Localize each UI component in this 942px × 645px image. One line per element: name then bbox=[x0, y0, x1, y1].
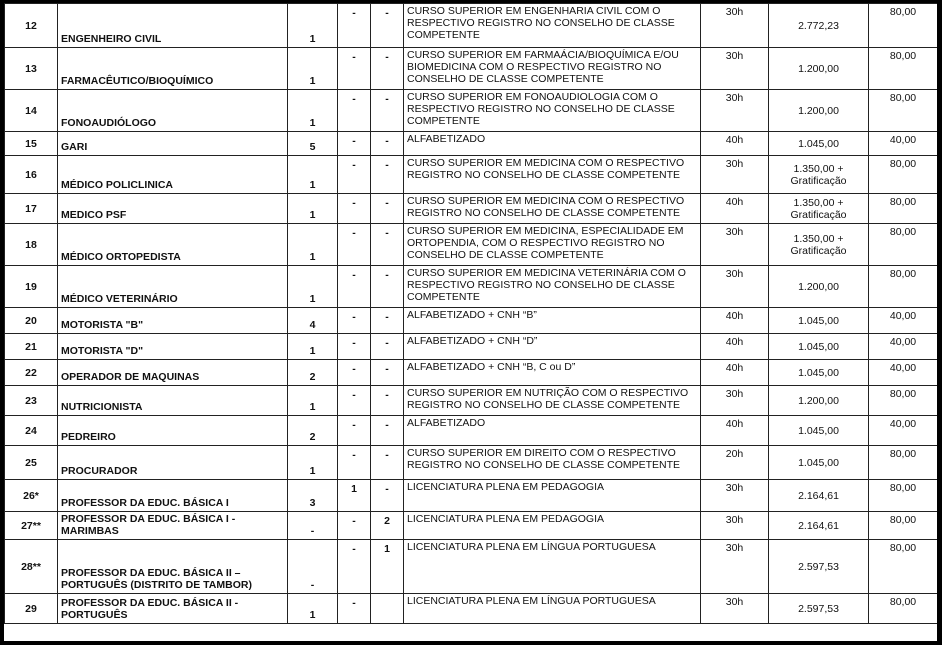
reserved-vacancies-1-cell: - bbox=[338, 4, 371, 48]
table-row bbox=[5, 480, 938, 512]
registration-fee-cell: 80,00 bbox=[869, 90, 938, 132]
requirements-cell: CURSO SUPERIOR EM MEDICINA COM O RESPECTIVO REGISTRO NO CONSELHO DE CLASSE COMPETENTE bbox=[404, 156, 701, 194]
salary-cell: 1.350,00 + Gratificação bbox=[769, 194, 869, 224]
position-name-cell: GARI bbox=[58, 132, 288, 156]
workload-hours-cell: 40h bbox=[701, 132, 769, 156]
salary-cell: 1.045,00 bbox=[769, 308, 869, 334]
requirements-cell: LICENCIATURA PLENA EM PEDAGOGIA bbox=[404, 480, 701, 512]
workload-hours-cell: 30h bbox=[701, 224, 769, 266]
reserved-vacancies-1-cell: - bbox=[338, 194, 371, 224]
workload-hours-cell: 30h bbox=[701, 386, 769, 416]
vacancies-count-cell: 2 bbox=[288, 360, 338, 386]
registration-fee-cell: 80,00 bbox=[869, 386, 938, 416]
registration-fee-cell: 40,00 bbox=[869, 308, 938, 334]
vacancies-count-cell: - bbox=[288, 512, 338, 540]
registration-fee-cell: 40,00 bbox=[869, 132, 938, 156]
table-row bbox=[5, 334, 938, 360]
requirements-cell: CURSO SUPERIOR EM DIREITO COM O RESPECTIVO REGISTRO NO CONSELHO DE CLASSE COMPETENTE bbox=[404, 446, 701, 480]
salary-cell: 1.045,00 bbox=[769, 416, 869, 446]
requirements-cell: LICENCIATURA PLENA EM LÍNGUA PORTUGUESA bbox=[404, 594, 701, 624]
vacancies-count-cell: 1 bbox=[288, 48, 338, 90]
workload-hours-cell: 30h bbox=[701, 90, 769, 132]
salary-cell: 1.045,00 bbox=[769, 360, 869, 386]
table-row bbox=[5, 266, 938, 308]
reserved-vacancies-2-cell: - bbox=[371, 446, 404, 480]
table-row bbox=[5, 4, 938, 48]
reserved-vacancies-1-cell: - bbox=[338, 132, 371, 156]
vacancies-count-cell: 1 bbox=[288, 90, 338, 132]
vacancies-count-cell: 1 bbox=[288, 194, 338, 224]
table-row bbox=[5, 446, 938, 480]
position-name-cell: PROFESSOR DA EDUC. BÁSICA I bbox=[58, 480, 288, 512]
salary-cell: 1.045,00 bbox=[769, 334, 869, 360]
registration-fee-cell: 80,00 bbox=[869, 446, 938, 480]
position-name-cell: MOTORISTA "B" bbox=[58, 308, 288, 334]
position-name-cell: MÉDICO POLICLINICA bbox=[58, 156, 288, 194]
row-number-cell: 28** bbox=[5, 540, 58, 594]
salary-cell: 1.200,00 bbox=[769, 48, 869, 90]
row-number-cell: 15 bbox=[5, 132, 58, 156]
registration-fee-cell: 40,00 bbox=[869, 416, 938, 446]
table-row bbox=[5, 90, 938, 132]
vacancies-count-cell: 3 bbox=[288, 480, 338, 512]
workload-hours-cell: 30h bbox=[701, 594, 769, 624]
table-row bbox=[5, 48, 938, 90]
requirements-cell: CURSO SUPERIOR EM ENGENHARIA CIVIL COM O RESPECTIVO REGISTRO NO CONSELHO DE CLASSE COMPETENTE bbox=[404, 4, 701, 48]
workload-hours-cell: 40h bbox=[701, 334, 769, 360]
vacancies-count-cell: 4 bbox=[288, 308, 338, 334]
row-number-cell: 29 bbox=[5, 594, 58, 624]
position-name-cell: FONOAUDIÓLOGO bbox=[58, 90, 288, 132]
reserved-vacancies-2-cell: - bbox=[371, 480, 404, 512]
workload-hours-cell: 30h bbox=[701, 48, 769, 90]
row-number-cell: 23 bbox=[5, 386, 58, 416]
reserved-vacancies-2-cell: - bbox=[371, 4, 404, 48]
reserved-vacancies-1-cell: - bbox=[338, 224, 371, 266]
reserved-vacancies-1-cell: 1 bbox=[338, 480, 371, 512]
registration-fee-cell: 80,00 bbox=[869, 594, 938, 624]
reserved-vacancies-1-cell: - bbox=[338, 594, 371, 624]
reserved-vacancies-2-cell: - bbox=[371, 132, 404, 156]
table-body bbox=[5, 4, 938, 624]
reserved-vacancies-2-cell bbox=[371, 594, 404, 624]
table-row bbox=[5, 594, 938, 624]
registration-fee-cell: 80,00 bbox=[869, 266, 938, 308]
row-number-cell: 25 bbox=[5, 446, 58, 480]
reserved-vacancies-2-cell: - bbox=[371, 90, 404, 132]
reserved-vacancies-1-cell: - bbox=[338, 512, 371, 540]
workload-hours-cell: 40h bbox=[701, 308, 769, 334]
position-name-cell: PROFESSOR DA EDUC. BÁSICA I - MARIMBAS bbox=[58, 512, 288, 540]
reserved-vacancies-1-cell: - bbox=[338, 416, 371, 446]
requirements-cell: CURSO SUPERIOR EM MEDICINA, ESPECIALIDADE EM ORTOPENDIA, COM O RESPECTIVO REGISTRO NO CONSELHO DE CLASSE COMPETENTE bbox=[404, 224, 701, 266]
vacancies-count-cell: 5 bbox=[288, 132, 338, 156]
vacancies-count-cell: 1 bbox=[288, 156, 338, 194]
salary-cell: 1.200,00 bbox=[769, 386, 869, 416]
workload-hours-cell: 30h bbox=[701, 156, 769, 194]
row-number-cell: 18 bbox=[5, 224, 58, 266]
reserved-vacancies-1-cell: - bbox=[338, 156, 371, 194]
workload-hours-cell: 40h bbox=[701, 416, 769, 446]
reserved-vacancies-1-cell: - bbox=[338, 266, 371, 308]
reserved-vacancies-2-cell: - bbox=[371, 224, 404, 266]
row-number-cell: 17 bbox=[5, 194, 58, 224]
vacancies-count-cell: - bbox=[288, 540, 338, 594]
requirements-cell: LICENCIATURA PLENA EM PEDAGOGIA bbox=[404, 512, 701, 540]
salary-cell: 1.350,00 + Gratificação bbox=[769, 224, 869, 266]
row-number-cell: 24 bbox=[5, 416, 58, 446]
reserved-vacancies-2-cell: - bbox=[371, 194, 404, 224]
vacancies-count-cell: 1 bbox=[288, 4, 338, 48]
table-row bbox=[5, 512, 938, 540]
row-number-cell: 19 bbox=[5, 266, 58, 308]
row-number-cell: 20 bbox=[5, 308, 58, 334]
reserved-vacancies-1-cell: - bbox=[338, 308, 371, 334]
workload-hours-cell: 30h bbox=[701, 480, 769, 512]
vacancies-count-cell: 1 bbox=[288, 266, 338, 308]
reserved-vacancies-2-cell: - bbox=[371, 386, 404, 416]
salary-cell: 2.164,61 bbox=[769, 480, 869, 512]
reserved-vacancies-1-cell: - bbox=[338, 90, 371, 132]
reserved-vacancies-2-cell: - bbox=[371, 48, 404, 90]
reserved-vacancies-2-cell: - bbox=[371, 266, 404, 308]
reserved-vacancies-2-cell: 2 bbox=[371, 512, 404, 540]
workload-hours-cell: 30h bbox=[701, 540, 769, 594]
requirements-cell: CURSO SUPERIOR EM FARMAÁCIA/BIOQUÍMICA E/OU BIOMEDICINA COM O RESPECTIVO REGISTRO NO CONSELHO DE CLASSE COMPETENTE bbox=[404, 48, 701, 90]
reserved-vacancies-1-cell: - bbox=[338, 540, 371, 594]
table-row bbox=[5, 194, 938, 224]
requirements-cell: CURSO SUPERIOR EM NUTRIÇÃO COM O RESPECTIVO REGISTRO NO CONSELHO DE CLASSE COMPETENTE bbox=[404, 386, 701, 416]
table-row bbox=[5, 540, 938, 594]
salary-cell: 1.200,00 bbox=[769, 90, 869, 132]
row-number-cell: 14 bbox=[5, 90, 58, 132]
position-name-cell: MOTORISTA "D" bbox=[58, 334, 288, 360]
requirements-cell: ALFABETIZADO bbox=[404, 132, 701, 156]
registration-fee-cell: 80,00 bbox=[869, 48, 938, 90]
table-row bbox=[5, 416, 938, 446]
row-number-cell: 16 bbox=[5, 156, 58, 194]
reserved-vacancies-1-cell: - bbox=[338, 386, 371, 416]
reserved-vacancies-2-cell: - bbox=[371, 308, 404, 334]
row-number-cell: 27** bbox=[5, 512, 58, 540]
position-name-cell: PROFESSOR DA EDUC. BÁSICA II – PORTUGUÊS (DISTRITO DE TAMBOR) bbox=[58, 540, 288, 594]
position-name-cell: MEDICO PSF bbox=[58, 194, 288, 224]
workload-hours-cell: 30h bbox=[701, 266, 769, 308]
salary-cell: 1.350,00 + Gratificação bbox=[769, 156, 869, 194]
row-number-cell: 13 bbox=[5, 48, 58, 90]
row-number-cell: 26* bbox=[5, 480, 58, 512]
requirements-cell: ALFABETIZADO + CNH “B, C ou D” bbox=[404, 360, 701, 386]
requirements-cell: CURSO SUPERIOR EM FONOAUDIOLOGIA COM O RESPECTIVO REGISTRO NO CONSELHO DE CLASSE COMPETENTE bbox=[404, 90, 701, 132]
position-name-cell: PROFESSOR DA EDUC. BÁSICA II - PORTUGUÊS bbox=[58, 594, 288, 624]
position-name-cell: FARMACÊUTICO/BIOQUÍMICO bbox=[58, 48, 288, 90]
vacancies-count-cell: 1 bbox=[288, 224, 338, 266]
reserved-vacancies-2-cell: 1 bbox=[371, 540, 404, 594]
position-name-cell: NUTRICIONISTA bbox=[58, 386, 288, 416]
reserved-vacancies-2-cell: - bbox=[371, 416, 404, 446]
row-number-cell: 12 bbox=[5, 4, 58, 48]
requirements-cell: ALFABETIZADO + CNH “D” bbox=[404, 334, 701, 360]
salary-cell: 2.597,53 bbox=[769, 540, 869, 594]
registration-fee-cell: 80,00 bbox=[869, 156, 938, 194]
reserved-vacancies-1-cell: - bbox=[338, 334, 371, 360]
salary-cell: 1.200,00 bbox=[769, 266, 869, 308]
registration-fee-cell: 40,00 bbox=[869, 334, 938, 360]
requirements-cell: CURSO SUPERIOR EM MEDICINA COM O RESPECTIVO REGISTRO NO CONSELHO DE CLASSE COMPETENTE bbox=[404, 194, 701, 224]
vacancies-count-cell: 2 bbox=[288, 416, 338, 446]
salary-cell: 2.164,61 bbox=[769, 512, 869, 540]
row-number-cell: 22 bbox=[5, 360, 58, 386]
requirements-cell: ALFABETIZADO + CNH “B” bbox=[404, 308, 701, 334]
registration-fee-cell: 80,00 bbox=[869, 4, 938, 48]
reserved-vacancies-2-cell: - bbox=[371, 360, 404, 386]
vacancies-count-cell: 1 bbox=[288, 386, 338, 416]
table-row bbox=[5, 308, 938, 334]
table-row bbox=[5, 386, 938, 416]
requirements-cell: CURSO SUPERIOR EM MEDICINA VETERINÁRIA COM O RESPECTIVO REGISTRO NO CONSELHO DE CLASSE COMPETENTE bbox=[404, 266, 701, 308]
table-row bbox=[5, 360, 938, 386]
workload-hours-cell: 20h bbox=[701, 446, 769, 480]
registration-fee-cell: 80,00 bbox=[869, 512, 938, 540]
position-name-cell: MÉDICO VETERINÁRIO bbox=[58, 266, 288, 308]
reserved-vacancies-1-cell: - bbox=[338, 360, 371, 386]
workload-hours-cell: 40h bbox=[701, 360, 769, 386]
salary-cell: 2.772,23 bbox=[769, 4, 869, 48]
position-name-cell: OPERADOR DE MAQUINAS bbox=[58, 360, 288, 386]
position-name-cell: ENGENHEIRO CIVIL bbox=[58, 4, 288, 48]
salary-cell: 1.045,00 bbox=[769, 446, 869, 480]
table-row bbox=[5, 156, 938, 194]
registration-fee-cell: 80,00 bbox=[869, 194, 938, 224]
position-name-cell: PEDREIRO bbox=[58, 416, 288, 446]
document-page bbox=[4, 3, 937, 641]
position-name-cell: PROCURADOR bbox=[58, 446, 288, 480]
vacancies-count-cell: 1 bbox=[288, 594, 338, 624]
reserved-vacancies-2-cell: - bbox=[371, 334, 404, 360]
positions-table bbox=[4, 3, 937, 624]
workload-hours-cell: 30h bbox=[701, 512, 769, 540]
registration-fee-cell: 40,00 bbox=[869, 360, 938, 386]
workload-hours-cell: 30h bbox=[701, 4, 769, 48]
table-row bbox=[5, 224, 938, 266]
position-name-cell: MÉDICO ORTOPEDISTA bbox=[58, 224, 288, 266]
workload-hours-cell: 40h bbox=[701, 194, 769, 224]
row-number-cell: 21 bbox=[5, 334, 58, 360]
salary-cell: 2.597,53 bbox=[769, 594, 869, 624]
vacancies-count-cell: 1 bbox=[288, 446, 338, 480]
reserved-vacancies-2-cell: - bbox=[371, 156, 404, 194]
registration-fee-cell: 80,00 bbox=[869, 480, 938, 512]
registration-fee-cell: 80,00 bbox=[869, 224, 938, 266]
reserved-vacancies-1-cell: - bbox=[338, 446, 371, 480]
table-row bbox=[5, 132, 938, 156]
requirements-cell: ALFABETIZADO bbox=[404, 416, 701, 446]
reserved-vacancies-1-cell: - bbox=[338, 48, 371, 90]
vacancies-count-cell: 1 bbox=[288, 334, 338, 360]
salary-cell: 1.045,00 bbox=[769, 132, 869, 156]
registration-fee-cell: 80,00 bbox=[869, 540, 938, 594]
requirements-cell: LICENCIATURA PLENA EM LÍNGUA PORTUGUESA bbox=[404, 540, 701, 594]
